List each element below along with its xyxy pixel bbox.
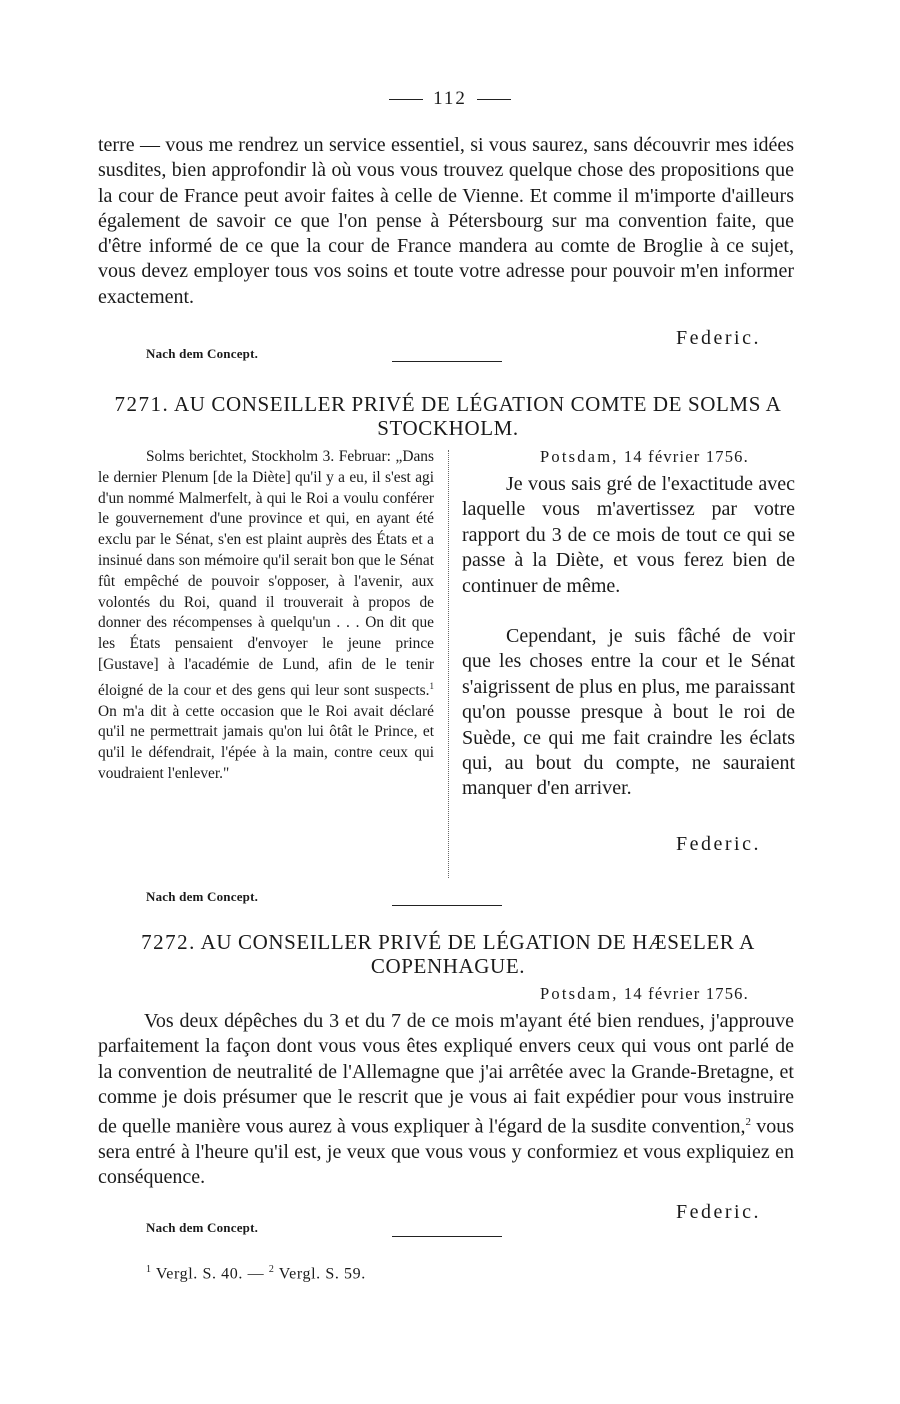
opening-paragraph: terre — vous me rendrez un service essentiel, si vous saurez, sans découvrir mes idées susdites, bien approfondir là où vous vous trouvez quelque chose des propositions que la cour de France peut avoir faites à celle de Vienne. Et comme il m'importe d'ailleurs également de savoir ce que l'on pense à Pétersbourg sur ma convention faite, que d'être informé de ce que la cour de France mandera au comte de Broglie à ce sujet, vous devez employer tous vos soins et toute votre adresse pour pouvoir m'en informer exactement. — [98, 134, 794, 308]
page-number: 112 — [433, 88, 467, 109]
report-lead: Solms berichtet, Stockholm 3. Februar: — [146, 448, 391, 465]
letter-7271-heading — [96, 392, 800, 440]
separator-rule — [392, 1236, 502, 1237]
letter-7271-paragraph-1: Je vous sais gré de l'exactitude avec laquelle vous m'avertissez par votre rapport du 3 de ce mois de tout ce qui se passe à la Diète, et vous ferez bien de continuer de même. — [462, 473, 795, 597]
page-number-rule-right — [477, 99, 511, 100]
footnote-1-text: Vergl. S. 40. — [155, 1265, 243, 1283]
letter-7271-report — [98, 447, 434, 785]
report-quote: „Dans le dernier Plenum [de la Diète] qu'il y a eu, il s'est agi d'un nommé Malmerfelt, à qui le Roi a voulu conférer le gouvernement d'une province et qui, en ayant été exclu par le Sénat, s'en est plaint auprès des États et a insinué dans son mémoire qu'il serait bon que le Sénat fût empêché de pouvoir s'opposer, à l'avenir, aux volontés du Roi, quand il trouverait à propos de donner des récompenses à quelqu'un . . . On dit que les États pensaient d'envoyer le jeune prince [Gustave] à l'académie de Lund, afin de le tenir éloigné de la cour et des gens qui leur sont suspects. — [98, 448, 434, 699]
letter-7272-number: 7272. — [141, 930, 196, 954]
opening-signature: Federic. — [676, 327, 761, 349]
footnote-2-mark: 2 — [268, 1264, 275, 1275]
separator-rule — [392, 905, 502, 906]
letter-7271-source-note: Nach dem Concept. — [146, 889, 259, 904]
page-number-line — [0, 88, 900, 110]
letter-7272-heading — [96, 930, 800, 978]
letter-7271-number: 7271. — [114, 392, 170, 416]
report-quote-end: On m'a dit à cette occasion que le Roi avait déclaré qu'il ne permettrait jamais qu'on lui ôtât le Prince, et qu'il le défendrait, l'épée à la main, contre ceux qui voudraient l'enlever." — [98, 702, 434, 783]
column-separator — [448, 450, 449, 878]
separator-rule — [392, 361, 502, 362]
letter-7272-body-part-1: Vos deux dépêches du 3 et du 7 de ce mois m'ayant été bien rendues, j'approuve parfaitement la façon dont vous vous êtes expliqué envers ceux qui vous ont parlé de la convention de neutralité de l'Allemagne que j'ai arrêtée avec la Grande-Bretagne, et comme je dois présumer que le rescrit que je vous ai fait expédier pour vous instruire de quelle manière vous aurez à vous expliquer à l'égard de la susdite convention, — [98, 1010, 794, 1138]
letter-7272-title: AU CONSEILLER PRIVÉ DE LÉGATION DE HÆSELER A COPENHAGUE. — [200, 930, 755, 978]
letter-7272-dateline — [540, 984, 749, 1004]
report-footnote-mark: 1 — [429, 680, 434, 691]
letter-7271-signature: Federic. — [676, 833, 761, 855]
letter-7272-footnote-mark: 2 — [745, 1116, 752, 1129]
letter-7272-body — [98, 1009, 794, 1191]
letter-7272-body-part-2: vous sera entré à l'heure qu'il est, je veux que vous vous y conformiez et vous expliquiez en conséquence. — [98, 1115, 794, 1189]
letter-7272-source-note: Nach dem Concept. — [146, 1220, 259, 1235]
letter-7272-place: Potsdam, — [540, 984, 619, 1003]
footnotes — [146, 1264, 366, 1283]
letter-7272-date: 14 février 1756. — [623, 984, 749, 1003]
letter-7271-dateline — [540, 447, 749, 467]
footnote-2-text: Vergl. S. 59. — [278, 1265, 366, 1283]
letter-7271-paragraph-2: Cependant, je suis fâché de voir que les choses entre la cour et le Sénat s'aigrissent de plus en plus, me paraissant qu'on pousse presque à bout le roi de Suède, ce qui me fait craindre les éclats qui, au bout du compte, ne sauraient manquer d'en arriver. — [462, 625, 795, 800]
letter-7271-title: AU CONSEILLER PRIVÉ DE LÉGATION COMTE DE SOLMS A STOCKHOLM. — [173, 392, 782, 440]
footnote-separator: — — [247, 1265, 265, 1283]
letter-7272-signature: Federic. — [676, 1201, 761, 1223]
footnote-1-mark: 1 — [146, 1264, 152, 1275]
letter-7271-place: Potsdam, — [540, 447, 619, 466]
letter-7271-date: 14 février 1756. — [623, 447, 749, 466]
opening-source-note: Nach dem Concept. — [146, 346, 259, 361]
page-number-rule-left — [389, 99, 423, 100]
